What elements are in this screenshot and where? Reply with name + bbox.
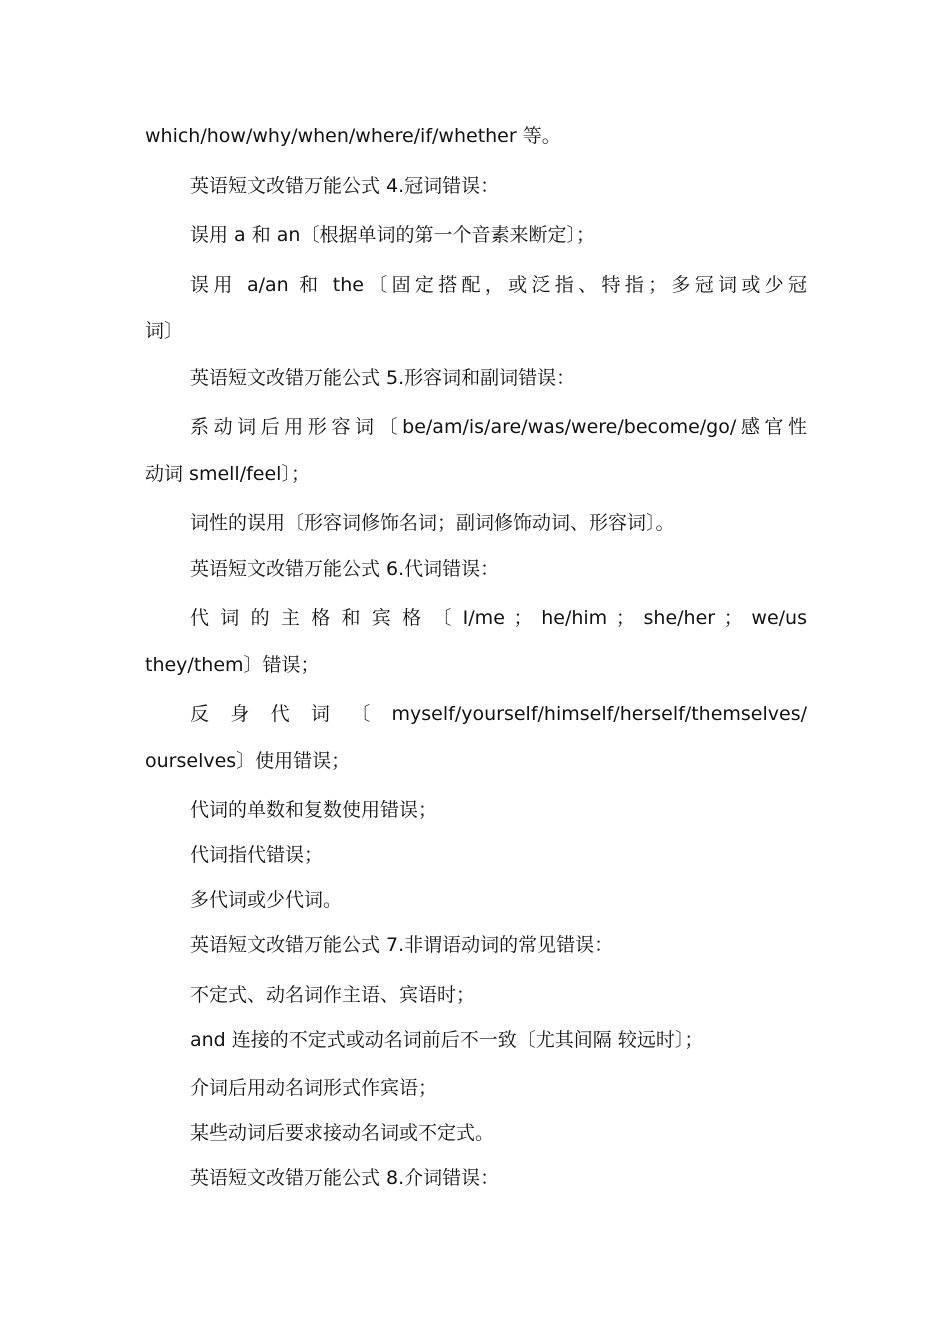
text-line-5: 词〕: [145, 320, 184, 342]
text-line-13: 反 身 代 词 〔 myself/yourself/himself/herself/themselves/: [190, 703, 807, 725]
text-line-21: 介词后用动名词形式作宾语；: [190, 1077, 438, 1099]
text-line-20: and 连接的不定式或动名词前后不一致〔尤其间隔 较远时〕；: [190, 1029, 704, 1051]
section-heading-7: 英语短文改错万能公式 7.非谓语动词的常见错误：: [190, 934, 614, 956]
text-line-3: 误用 a 和 an〔根据单词的第一个音素来断定〕；: [190, 224, 595, 246]
section-heading-4: 英语短文改错万能公式 4.冠词错误：: [190, 175, 500, 197]
text-line-22: 某些动词后要求接动名词或不定式。: [190, 1122, 495, 1144]
text-line-9: 词性的误用〔形容词修饰名词；副词修饰动词、形容词〕。: [190, 512, 675, 534]
text-line-16: 代词指代错误；: [190, 844, 324, 866]
section-heading-6: 英语短文改错万能公式 6.代词错误：: [190, 558, 500, 580]
text-line-7: 系动词后用形容词〔be/am/is/are/was/were/become/go/感官性: [190, 416, 807, 438]
text-line-12: they/them〕错误；: [145, 654, 320, 676]
text-line-1: which/how/why/when/where/if/whether 等。: [145, 125, 561, 147]
text-line-14: ourselves〕使用错误；: [145, 750, 351, 772]
text-line-8: 动词 smell/feel〕；: [145, 463, 310, 485]
section-heading-8: 英语短文改错万能公式 8.介词错误：: [190, 1167, 500, 1189]
text-line-17: 多代词或少代词。: [190, 889, 343, 911]
text-line-11: 代 词 的 主 格 和 宾 格 〔 I/me ； he/him ； she/her ； we/us: [190, 607, 807, 629]
section-heading-5: 英语短文改错万能公式 5.形容词和副词错误：: [190, 367, 576, 389]
text-line-15: 代词的单数和复数使用错误；: [190, 799, 438, 821]
text-line-19: 不定式、动名词作主语、宾语时；: [190, 984, 476, 1006]
text-line-4: 误用 a/an 和 the〔固定搭配，或泛指、特指；多冠词或少冠: [190, 274, 807, 296]
